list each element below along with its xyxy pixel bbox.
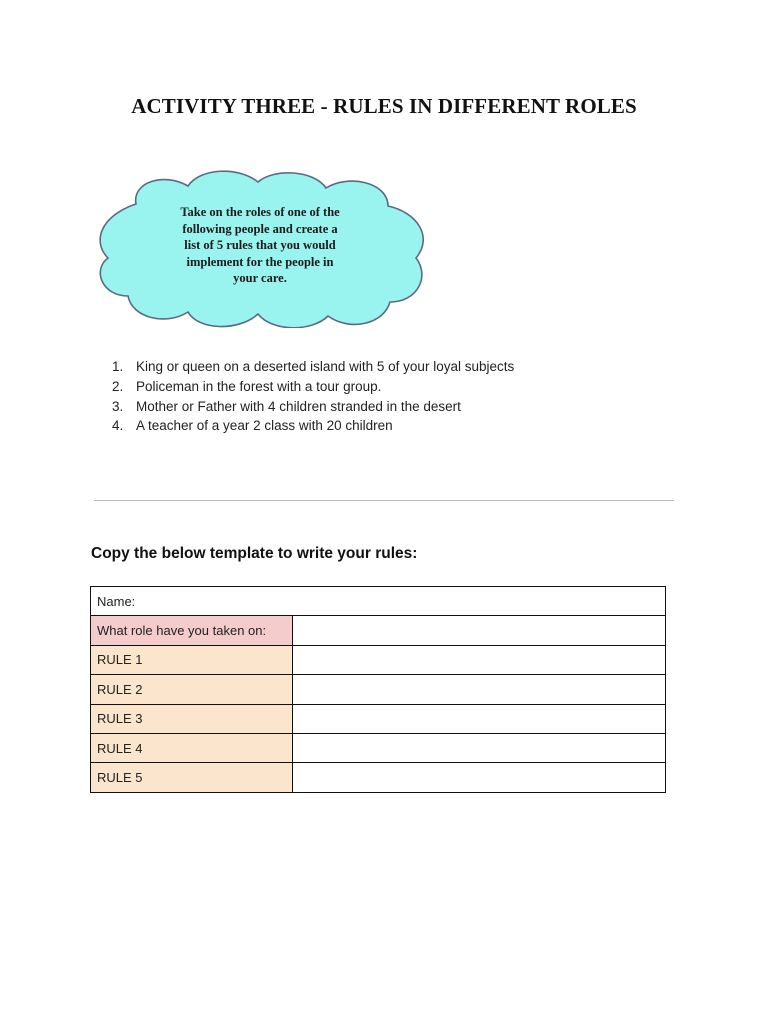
cloud-line: following people and create a: [182, 221, 338, 236]
table-row: [91, 587, 666, 616]
cloud-line: implement for the people in: [186, 254, 334, 269]
list-item: [112, 377, 514, 397]
instruction-cloud: [88, 166, 432, 328]
name-cell: Name:: [91, 587, 666, 616]
rule-label-cell: RULE 1: [91, 645, 293, 674]
roles-list: [112, 357, 514, 436]
list-number: 1.: [112, 359, 124, 374]
table-row: [91, 645, 666, 674]
list-text: Policeman in the forest with a tour group.: [136, 378, 382, 394]
rules-template-table: [90, 586, 666, 793]
table-row: [91, 616, 666, 645]
cloud-line: Take on the roles of one of the: [180, 205, 340, 219]
cloud-line: your care.: [233, 271, 287, 285]
list-text: A teacher of a year 2 class with 20 children: [136, 418, 393, 434]
role-label-cell: What role have you taken on:: [91, 616, 293, 645]
rule-label-cell: RULE 5: [91, 763, 293, 792]
rule-answer-cell: [293, 733, 666, 762]
list-item: [112, 416, 514, 436]
rule-answer-cell: [293, 704, 666, 733]
list-number: 3.: [112, 398, 124, 414]
rule-label-cell: RULE 3: [91, 704, 293, 733]
table-row: [91, 675, 666, 704]
rule-answer-cell: [293, 645, 666, 674]
rule-label-cell: RULE 2: [91, 675, 293, 704]
role-answer-cell: [293, 616, 666, 645]
list-number: 2.: [112, 378, 124, 394]
list-text: King or queen on a deserted island with 5 of your loyal subjects: [136, 359, 515, 374]
table-row: [91, 733, 666, 762]
horizontal-divider: [94, 500, 674, 501]
list-text: Mother or Father with 4 children stranded in the desert: [136, 398, 461, 414]
rule-label-cell: RULE 4: [91, 733, 293, 762]
template-heading: Copy the below template to write your rules:: [91, 545, 418, 562]
list-item: [112, 397, 514, 417]
page-title: ACTIVITY THREE - RULES IN DIFFERENT ROLES: [131, 94, 637, 118]
list-item: [112, 357, 514, 377]
table-row: [91, 763, 666, 792]
rule-answer-cell: [293, 675, 666, 704]
rule-answer-cell: [293, 763, 666, 792]
table-row: [91, 704, 666, 733]
cloud-line: list of 5 rules that you would: [184, 238, 336, 252]
list-number: 4.: [112, 418, 124, 434]
cloud-instructions: [150, 204, 370, 287]
